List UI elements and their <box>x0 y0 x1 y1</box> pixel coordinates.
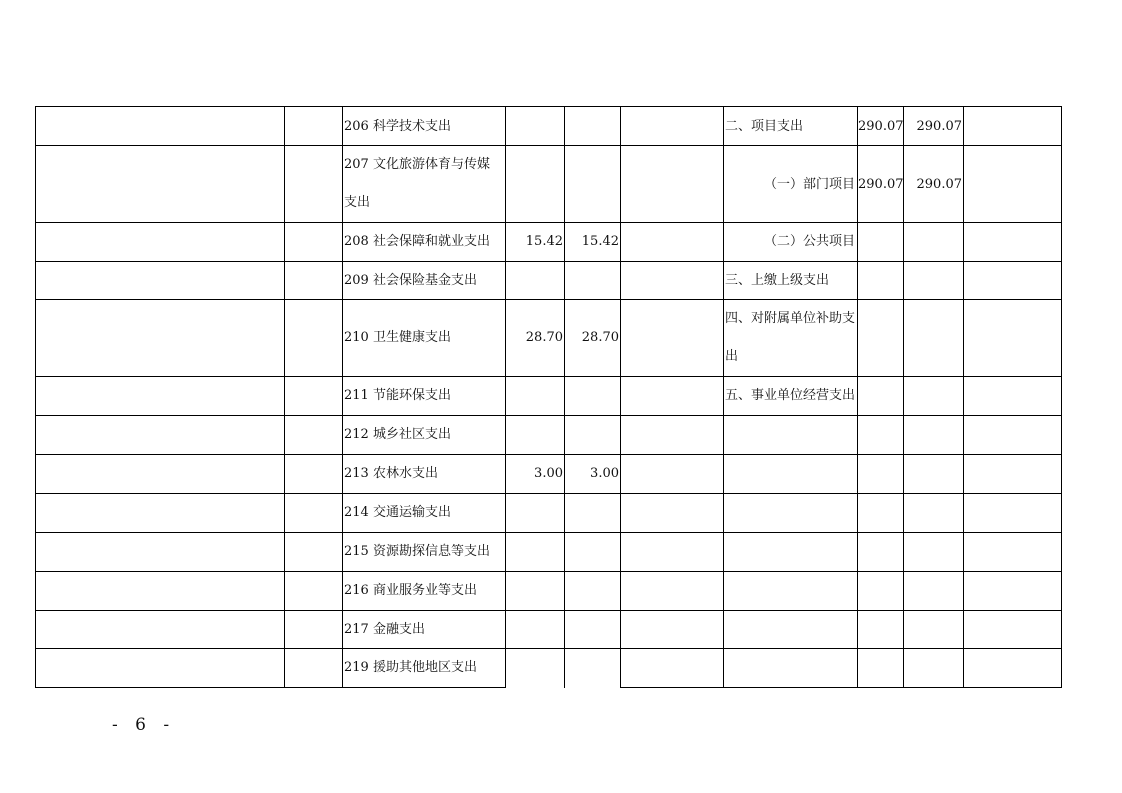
table-row-sub-item: 210 卫生健康支出 <box>344 330 451 345</box>
table-row-right-amount-b: 290.07 <box>916 177 962 192</box>
table-row-sub-item: 217 金融支出 <box>344 622 425 637</box>
table-row-right-item: 三、上缴上级支出 <box>725 273 830 288</box>
page-number: - 6 - <box>112 715 176 735</box>
table-row-right-amount-b: 290.07 <box>916 119 962 134</box>
table-row-right-amount-a: 290.07 <box>858 177 904 192</box>
table-row-sub-item: 214 交通运输支出 <box>344 505 451 520</box>
table-row-sub-item: 211 节能环保支出 <box>344 388 451 403</box>
table-row-amount-b: 15.42 <box>581 234 619 249</box>
table-row-right-item: （一）部门项目 <box>763 177 855 192</box>
table-row-right-item: 五、事业单位经营支出 <box>725 388 856 403</box>
table-row-amount-a: 28.70 <box>525 330 563 345</box>
table-row-amount-b: 28.70 <box>581 330 619 345</box>
table-row-sub-item: 219 援助其他地区支出 <box>344 660 477 675</box>
table-row-right-amount-a: 290.07 <box>858 119 904 134</box>
table-row-amount-b: 3.00 <box>590 466 619 481</box>
table-row-right-item: 四、对附属单位补助支出 <box>725 311 856 364</box>
table-row-sub-item: 208 社会保障和就业支出 <box>344 234 490 249</box>
table-row-right-item: 二、项目支出 <box>725 119 804 134</box>
table-row-sub-item: 215 资源勘探信息等支出 <box>344 544 490 559</box>
table-row-amount-a: 3.00 <box>534 466 563 481</box>
table-row-sub-item: 212 城乡社区支出 <box>344 427 451 442</box>
table-row-amount-a: 15.42 <box>525 234 563 249</box>
table-row-right-item: （二）公共项目 <box>763 234 855 249</box>
table-row-sub-item: 209 社会保险基金支出 <box>344 273 477 288</box>
table-row-sub-item: 207 文化旅游体育与传媒支出 <box>344 157 490 210</box>
table-row-sub-item: 206 科学技术支出 <box>344 119 451 134</box>
table-row-sub-item: 216 商业服务业等支出 <box>344 583 477 598</box>
table-row-sub-item: 213 农林水支出 <box>344 466 438 481</box>
